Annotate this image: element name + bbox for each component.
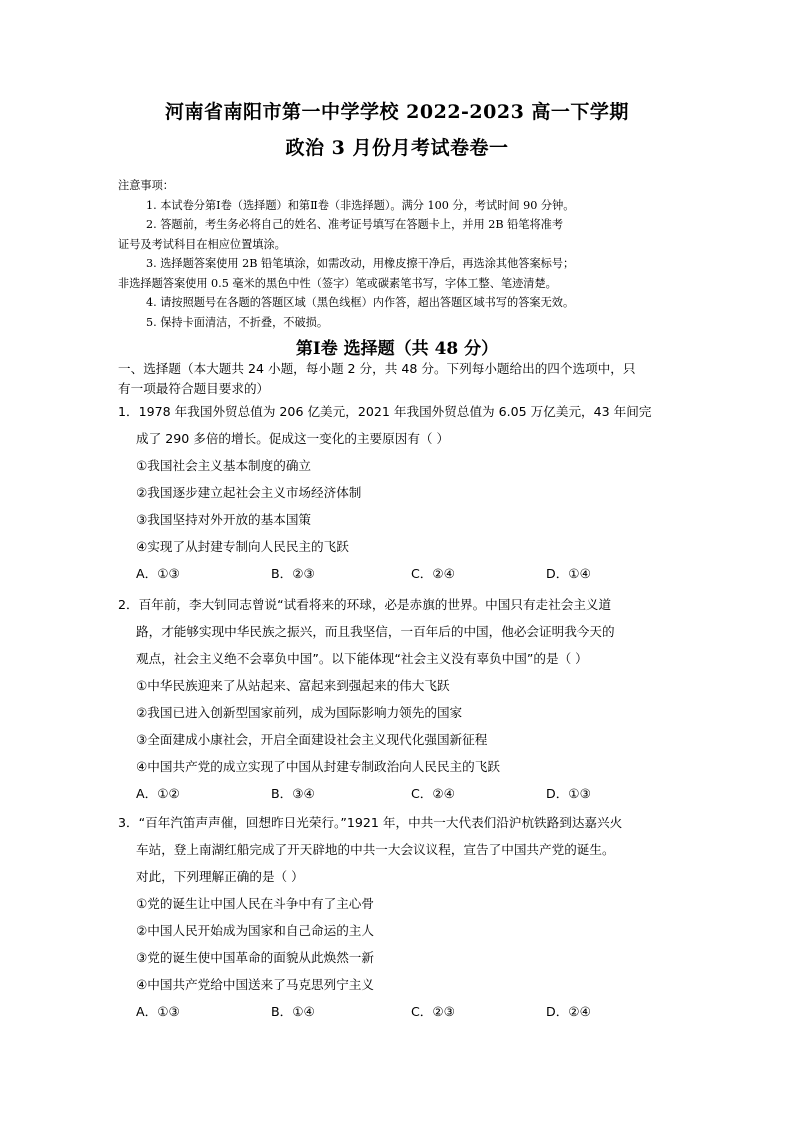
question-3: [118, 809, 678, 1025]
question-stem: 观点，社会主义绝不会辜负中国”。以下能体现“社会主义没有辜负中国”的是（ ）: [136, 651, 588, 666]
question-stem: 车站，登上南湖红船完成了开天辟地的中共一大会议议程，宣告了中国共产党的诞生。: [136, 842, 615, 857]
choice-c[interactable]: C．②④: [411, 786, 455, 801]
question-stem: 2．百年前，李大钊同志曾说“试看将来的环球，必是赤旗的世界。中国只有走社会主义道: [118, 597, 612, 612]
choice-c[interactable]: C．②④: [411, 566, 455, 581]
statement-option: ③我国坚持对外开放的基本国策: [136, 512, 312, 527]
statement-option: ④中国共产党给中国送来了马克思列宁主义: [136, 977, 374, 992]
question-stem: 路，才能够实现中华民族之振兴，而且我坚信，一百年后的中国，他必会证明我今天的: [136, 624, 615, 639]
choice-c[interactable]: C．②③: [411, 1004, 455, 1019]
notes-heading: 注意事项：: [118, 179, 174, 192]
question-stem: 1．1978 年我国外贸总值为 206 亿美元，2021 年我国外贸总值为 6.05 万亿美元，43 年间完: [118, 404, 652, 419]
note-item: 2. 答题前，考生务必将自己的姓名、准考证号填写在答题卡上，并用 2B 铅笔将准考: [146, 218, 564, 231]
exam-title-line2: 政治 3 月份月考试卷卷一: [285, 137, 509, 159]
choice-d[interactable]: D．①③: [546, 786, 591, 801]
choice-b[interactable]: B．①④: [271, 1004, 315, 1019]
section-title: 第Ⅰ卷 选择题（共 48 分）: [295, 339, 499, 359]
statement-option: ②我国已进入创新型国家前列，成为国际影响力领先的国家: [136, 705, 463, 720]
statement-option: ①党的诞生让中国人民在斗争中有了主心骨: [136, 896, 374, 911]
statement-option: ①中华民族迎来了从站起来、富起来到强起来的伟大飞跃: [136, 678, 450, 693]
note-item: 3. 选择题答案使用 2B 铅笔填涂，如需改动，用橡皮擦干净后，再选涂其他答案标号；: [146, 257, 575, 270]
choice-d[interactable]: D．②④: [546, 1004, 591, 1019]
choice-d[interactable]: D．①④: [546, 566, 591, 581]
choice-a[interactable]: A．①③: [136, 566, 180, 581]
choice-a[interactable]: A．①③: [136, 1004, 180, 1019]
answer-choices: [118, 998, 678, 1025]
question-2: [118, 591, 678, 807]
note-item-continued: 证号及考试科目在相应位置填涂。: [118, 237, 286, 251]
statement-option: ④中国共产党的成立实现了中国从封建专制政治向人民民主的飞跃: [136, 759, 500, 774]
question-stem: 成了 290 多倍的增长。促成这一变化的主要原因有（ ）: [136, 431, 450, 446]
choice-a[interactable]: A．①②: [136, 786, 180, 801]
statement-option: ②我国逐步建立起社会主义市场经济体制: [136, 485, 362, 500]
note-item: 5. 保持卡面清洁，不折叠，不破损。: [146, 315, 329, 329]
note-item: 1. 本试卷分第Ⅰ卷（选择题）和第Ⅱ卷（非选择题）。满分 100 分，考试时间 90 分钟。: [146, 198, 575, 212]
note-item-continued: 非选择题答案使用 0.5 毫米的黑色中性（签字）笔或碳素笔书写，字体工整、笔迹清楚。: [118, 276, 557, 290]
question-stem: 对此，下列理解正确的是（ ）: [136, 869, 304, 884]
statement-option: ③党的诞生使中国革命的面貌从此焕然一新: [136, 950, 374, 965]
intro-line: 一、选择题（本大题共 24 小题，每小题 2 分，共 48 分。下列每小题给出的四个选项中，只: [118, 361, 636, 376]
question-stem: 3．“百年汽笛声声催，回想昨日光荣行。”1921 年，中共一大代表们沿沪杭铁路到达嘉兴火: [118, 815, 623, 830]
statement-option: ②中国人民开始成为国家和自己命运的主人: [136, 923, 374, 938]
notes-block: [118, 176, 678, 332]
choice-b[interactable]: B．③④: [271, 786, 315, 801]
statement-option: ①我国社会主义基本制度的确立: [136, 458, 312, 473]
answer-choices: [118, 560, 678, 587]
section-intro: [118, 359, 678, 399]
statement-option: ④实现了从封建专制向人民民主的飞跃: [136, 539, 349, 554]
statement-option: ③全面建成小康社会，开启全面建设社会主义现代化强国新征程: [136, 732, 488, 747]
question-1: [118, 398, 678, 587]
intro-line: 有一项最符合题目要求的）: [118, 381, 270, 396]
exam-title-line1: 河南省南阳市第一中学学校 2022-2023 高一下学期: [165, 101, 629, 123]
choice-b[interactable]: B．②③: [271, 566, 315, 581]
note-item: 4. 请按照题号在各题的答题区域（黑色线框）内作答，超出答题区域书写的答案无效。: [146, 296, 575, 309]
answer-choices: [118, 780, 678, 807]
